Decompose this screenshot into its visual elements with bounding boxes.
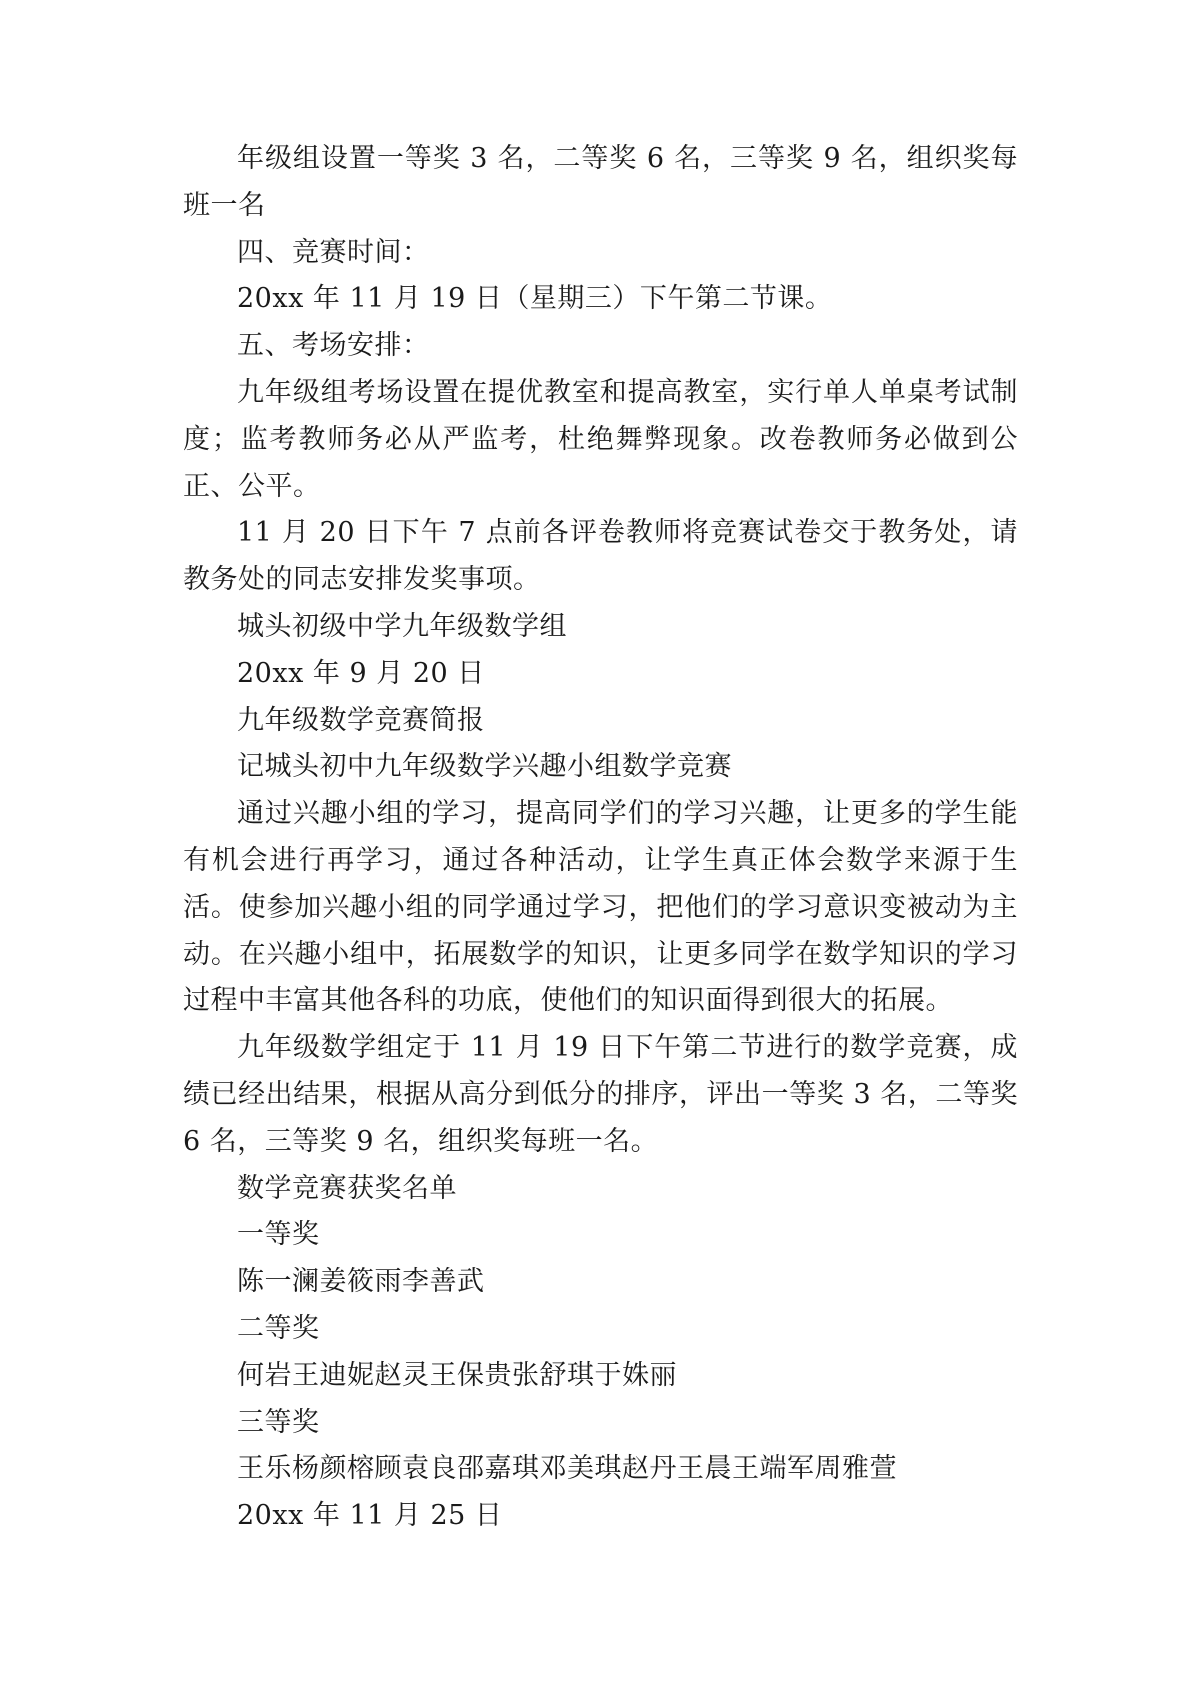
section-heading-exam-arrangement: 五、考场安排： xyxy=(237,330,430,362)
second-prize-heading: 二等奖 xyxy=(237,1312,320,1344)
first-prize-names: 陈一澜姜筱雨李善武 xyxy=(237,1266,485,1298)
signature-date: 20xx 年 9 月 20 日 xyxy=(237,657,485,689)
award-setting-paragraph: 年级组设置一等奖 3 名，二等奖 6 名，三等奖 9 名，组织奖每班一名 xyxy=(183,143,1018,221)
first-prize-heading: 一等奖 xyxy=(237,1219,320,1251)
signature-organization: 城头初级中学九年级数学组 xyxy=(237,610,567,642)
second-prize-names: 何岩王迪妮赵灵王保贵张舒琪于姝丽 xyxy=(237,1359,677,1391)
report-title: 九年级数学竞赛简报 xyxy=(237,704,485,736)
report-subtitle: 记城头初中九年级数学兴趣小组数学竞赛 xyxy=(237,751,732,783)
winners-list-heading: 数学竞赛获奖名单 xyxy=(237,1172,457,1204)
grading-deadline-paragraph: 11 月 20 日下午 7 点前各评卷教师将竞赛试卷交于教务处，请教务处的同志安排发奖事项。 xyxy=(183,517,1018,596)
report-date: 20xx 年 11 月 25 日 xyxy=(237,1500,503,1532)
report-intro-paragraph: 通过兴趣小组的学习，提高同学们的学习兴趣，让更多的学生能有机会进行再学习，通过各种活动，让学生真正体会数学来源于生活。使参加兴趣小组的同学通过学习，把他们的学习意识变被动为主动。在兴趣小组中，拓展数学的知识，让更多同学在数学知识的学习过程中丰富其他各科的功底，使他们的知识面得到很大的拓展。 xyxy=(183,798,1018,1017)
document-body xyxy=(183,136,1018,1540)
third-prize-heading: 三等奖 xyxy=(237,1406,320,1438)
exam-room-paragraph: 九年级组考场设置在提优教室和提高教室，实行单人单桌考试制度；监考教师务必从严监考，杜绝舞弊现象。改卷教师务必做到公正、公平。 xyxy=(183,376,1018,502)
competition-time-paragraph: 20xx 年 11 月 19 日（星期三）下午第二节课。 xyxy=(237,283,833,315)
third-prize-names: 王乐杨颜榕顾袁良邵嘉琪邓美琪赵丹王晨王端军周雅萱 xyxy=(237,1453,897,1485)
results-paragraph: 九年级数学组定于 11 月 19 日下午第二节进行的数学竞赛，成绩已经出结果，根据从高分到低分的排序，评出一等奖 3 名，二等奖 6 名，三等奖 9 名，组织奖每班一名。 xyxy=(183,1032,1018,1157)
section-heading-competition-time: 四、竞赛时间： xyxy=(237,236,430,268)
